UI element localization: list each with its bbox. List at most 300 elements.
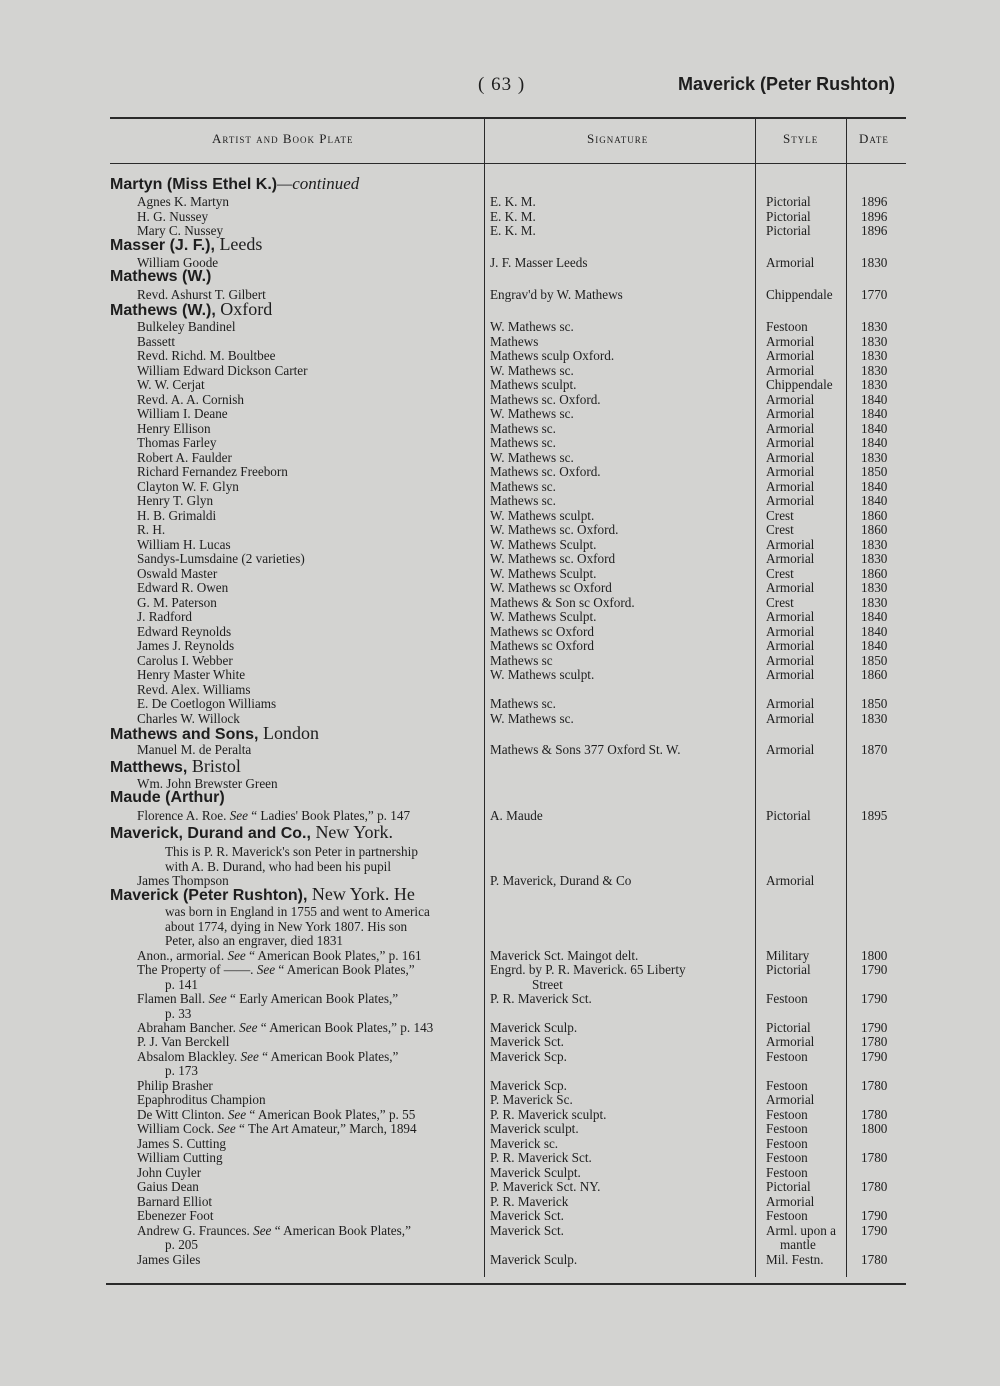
plate-owner: Revd. Alex. Williams: [137, 682, 251, 697]
signature-cell: Mathews & Son sc Oxford.: [490, 595, 635, 610]
table-row: [0, 1137, 1000, 1151]
table-row: [0, 581, 1000, 595]
column-header-date: Date: [859, 131, 889, 146]
table-row: [0, 465, 1000, 479]
date-cell: 1790: [861, 1223, 888, 1238]
date-cell: 1780: [861, 1179, 888, 1194]
style-cell: Festoon: [766, 991, 808, 1006]
plate-owner: Florence A. Roe. See “ Ladies' Book Plates,” p. 147: [137, 808, 411, 823]
table-row: [0, 523, 1000, 537]
signature-cell: E. K. M.: [490, 223, 536, 238]
style-cell: Crest: [766, 566, 794, 581]
table-row: [0, 1151, 1000, 1165]
style-cell: Armorial: [766, 1194, 815, 1209]
table-row: [0, 364, 1000, 378]
signature-cell: Mathews sc Oxford: [490, 624, 595, 639]
table-row: [0, 567, 1000, 581]
artist-location: Bristol: [187, 756, 241, 776]
plate-owner: Edward R. Owen: [137, 580, 229, 595]
date-cell: 1830: [861, 450, 888, 465]
signature-cell: W. Mathews Sculpt.: [490, 609, 597, 624]
table-row: [0, 1166, 1000, 1180]
artist-heading: [110, 300, 272, 320]
style-cell: mantle: [780, 1237, 816, 1252]
plate-owner: Robert A. Faulder: [137, 450, 232, 465]
column-header-signature: Signature: [587, 131, 649, 146]
table-row: [0, 407, 1000, 421]
plate-owner: Carolus I. Webber: [137, 653, 233, 668]
date-cell: 1896: [861, 223, 888, 238]
date-cell: 1896: [861, 209, 888, 224]
table-row: [0, 1007, 1000, 1021]
style-cell: Armorial: [766, 696, 815, 711]
date-cell: 1830: [861, 711, 888, 726]
date-cell: 1840: [861, 392, 888, 407]
date-cell: 1895: [861, 808, 888, 823]
table-row: [0, 1035, 1000, 1049]
date-cell: 1780: [861, 1252, 888, 1267]
plate-owner: John Cuyler: [137, 1165, 202, 1180]
style-cell: Pictorial: [766, 209, 811, 224]
plate-owner: H. G. Nussey: [137, 209, 209, 224]
signature-cell: W. Mathews sc.: [490, 319, 574, 334]
date-cell: 1790: [861, 962, 888, 977]
artist-name: Mathews and Sons,: [110, 726, 259, 743]
style-cell: Armorial: [766, 742, 815, 757]
artist-name: Martyn (Miss Ethel K.): [110, 176, 278, 193]
plate-owner: William Edward Dickson Carter: [137, 363, 308, 378]
table-row: [0, 920, 1000, 934]
table-row: [0, 992, 1000, 1006]
date-cell: 1830: [861, 580, 888, 595]
table-row: [0, 809, 1000, 823]
table-row: [0, 905, 1000, 919]
date-cell: 1830: [861, 377, 888, 392]
signature-cell: W. Mathews sc.: [490, 363, 574, 378]
plate-owner: James Giles: [137, 1252, 201, 1267]
style-cell: Armorial: [766, 537, 815, 552]
plate-owner: Absalom Blackley. See “ American Book Plates,”: [137, 1049, 399, 1064]
signature-cell: Maverick sc.: [490, 1136, 559, 1151]
date-cell: 1830: [861, 255, 888, 270]
table-row: [0, 683, 1000, 697]
plate-owner: p. 205: [165, 1237, 198, 1252]
table-row: [0, 1122, 1000, 1136]
signature-cell: Mathews sc. Oxford.: [490, 464, 601, 479]
plate-owner: E. De Coetlogon Williams: [137, 696, 277, 711]
signature-cell: Maverick Sct.: [490, 1034, 564, 1049]
plate-owner: William Cock. See “ The Art Amateur,” March, 1894: [137, 1121, 417, 1136]
plate-owner: Philip Brasher: [137, 1078, 213, 1093]
date-cell: 1840: [861, 493, 888, 508]
plate-owner: This is P. R. Maverick's son Peter in partnership: [165, 844, 418, 859]
see-reference: See: [227, 948, 246, 963]
date-cell: 1860: [861, 522, 888, 537]
table-row: [0, 1253, 1000, 1267]
signature-cell: Maverick Scp.: [490, 1078, 567, 1093]
signature-cell: P. R. Maverick Sct.: [490, 1150, 592, 1165]
signature-cell: Mathews sc.: [490, 696, 556, 711]
style-cell: Armorial: [766, 580, 815, 595]
artist-name: Maverick, Durand and Co.,: [110, 825, 311, 842]
style-cell: Festoon: [766, 1150, 808, 1165]
plate-owner: Anon., armorial. See “ American Book Plates,” p. 161: [137, 948, 422, 963]
artist-heading: [110, 885, 415, 905]
artist-location: New York. He: [307, 884, 415, 904]
artist-heading: [110, 175, 359, 194]
style-cell: Armorial: [766, 255, 815, 270]
style-cell: Armorial: [766, 711, 815, 726]
artist-heading: [110, 268, 211, 286]
table-row: [0, 509, 1000, 523]
table-row: [0, 1079, 1000, 1093]
style-cell: Pictorial: [766, 223, 811, 238]
plate-owner: R. H.: [137, 522, 166, 537]
signature-cell: Mathews sculp Oxford.: [490, 348, 615, 363]
plate-owner: Thomas Farley: [137, 435, 217, 450]
see-reference: See: [256, 962, 276, 977]
signature-cell: P. Maverick Sc.: [490, 1092, 573, 1107]
signature-cell: E. K. M.: [490, 209, 536, 224]
style-cell: Pictorial: [766, 962, 811, 977]
running-title: Maverick (Peter Rushton): [678, 74, 896, 94]
table-row: [0, 668, 1000, 682]
style-cell: Armorial: [766, 363, 815, 378]
style-cell: Armorial: [766, 334, 815, 349]
plate-owner: James J. Reynolds: [137, 638, 235, 653]
date-cell: 1860: [861, 566, 888, 581]
table-row: [0, 494, 1000, 508]
see-reference: See: [217, 1121, 236, 1136]
style-cell: Military: [766, 948, 810, 963]
style-cell: Armorial: [766, 493, 815, 508]
signature-cell: W. Mathews Sculpt.: [490, 566, 597, 581]
style-cell: Festoon: [766, 1078, 808, 1093]
artist-heading: [110, 235, 262, 255]
table-row: [0, 1064, 1000, 1078]
page-number: ( 63 ): [478, 74, 526, 95]
style-cell: Chippendale: [766, 287, 833, 302]
signature-cell: W. Mathews sc.: [490, 406, 574, 421]
style-cell: Mil. Festn.: [766, 1252, 824, 1267]
plate-owner: G. M. Paterson: [137, 595, 217, 610]
table-row: [0, 625, 1000, 639]
plate-owner: William Goode: [137, 255, 219, 270]
style-cell: Armorial: [766, 1034, 815, 1049]
artist-location: New York.: [310, 822, 393, 842]
date-cell: 1790: [861, 1208, 888, 1223]
artist-location: Oxford: [215, 299, 273, 319]
artist-name: Masser (J. F.),: [110, 237, 215, 254]
plate-owner: H. B. Grimaldi: [137, 508, 217, 523]
date-cell: 1840: [861, 435, 888, 450]
plate-owner: Revd. Ashurst T. Gilbert: [137, 287, 266, 302]
table-row: [0, 654, 1000, 668]
artist-heading: [110, 823, 393, 843]
date-cell: 1860: [861, 508, 888, 523]
plate-owner: William H. Lucas: [137, 537, 231, 552]
table-row: [0, 436, 1000, 450]
style-cell: Armorial: [766, 638, 815, 653]
bottom-rule: [106, 1283, 906, 1285]
style-cell: Chippendale: [766, 377, 833, 392]
plate-owner: Barnard Elliot: [137, 1194, 213, 1209]
signature-cell: P. Maverick, Durand & Co: [490, 873, 632, 888]
plate-owner: The Property of ——. See “ American Book Plates,”: [137, 962, 415, 977]
table-row: [0, 949, 1000, 963]
plate-owner: James S. Cutting: [137, 1136, 227, 1151]
signature-cell: Mathews sc. Oxford.: [490, 392, 601, 407]
signature-cell: Mathews sc.: [490, 479, 556, 494]
plate-owner: Flamen Ball. See “ Early American Book Plates,”: [137, 991, 399, 1006]
artist-heading: [110, 724, 319, 744]
date-cell: 1780: [861, 1150, 888, 1165]
table-row: [0, 538, 1000, 552]
plate-owner: William Cutting: [137, 1150, 223, 1165]
table-row: [0, 743, 1000, 757]
signature-cell: Mathews sc.: [490, 493, 556, 508]
plate-owner: Gaius Dean: [137, 1179, 199, 1194]
artist-location: Leeds: [214, 234, 263, 254]
style-cell: Festoon: [766, 1208, 808, 1223]
date-cell: 1850: [861, 653, 888, 668]
plate-owner: James Thompson: [137, 873, 229, 888]
plate-owner: was born in England in 1755 and went to America: [165, 904, 430, 919]
signature-cell: Mathews sculpt.: [490, 377, 577, 392]
style-cell: Armorial: [766, 609, 815, 624]
plate-owner: Peter, also an engraver, died 1831: [165, 933, 344, 948]
table-row: [0, 1108, 1000, 1122]
signature-cell: Mathews sc.: [490, 421, 556, 436]
plate-owner: p. 141: [165, 977, 198, 992]
signature-cell: E. K. M.: [490, 194, 536, 209]
date-cell: 1830: [861, 348, 888, 363]
signature-cell: Maverick Scp.: [490, 1049, 567, 1064]
table-row: [0, 1238, 1000, 1252]
header-bottom-rule: [110, 163, 906, 164]
date-cell: 1896: [861, 194, 888, 209]
style-cell: Armorial: [766, 653, 815, 668]
date-cell: 1830: [861, 595, 888, 610]
signature-cell: Mathews sc: [490, 653, 553, 668]
see-reference: See: [229, 808, 248, 823]
see-reference: See: [239, 1020, 258, 1035]
signature-cell: Engrd. by P. R. Maverick. 65 Liberty: [490, 962, 686, 977]
plate-owner: Wm. John Brewster Green: [137, 776, 278, 791]
signature-cell: Maverick Sct. Maingot delt.: [490, 948, 639, 963]
table-row: [0, 596, 1000, 610]
date-cell: 1830: [861, 537, 888, 552]
signature-cell: Maverick Sculpt.: [490, 1165, 581, 1180]
date-cell: 1770: [861, 287, 888, 302]
plate-owner: William I. Deane: [137, 406, 228, 421]
plate-owner: Charles W. Willock: [137, 711, 240, 726]
signature-cell: Maverick Sct.: [490, 1223, 564, 1238]
signature-cell: P. Maverick Sct. NY.: [490, 1179, 601, 1194]
artist-name: Maude (Arthur): [110, 789, 225, 806]
style-cell: Armorial: [766, 421, 815, 436]
see-reference: See: [208, 991, 227, 1006]
signature-cell: P. R. Maverick Sct.: [490, 991, 592, 1006]
style-cell: Armorial: [766, 667, 815, 682]
plate-owner: Mary C. Nussey: [137, 223, 224, 238]
table-row: [0, 934, 1000, 948]
plate-owner: Henry T. Glyn: [137, 493, 214, 508]
artist-name: Mathews (W.): [110, 268, 212, 285]
plate-owner: Richard Fernandez Freeborn: [137, 464, 288, 479]
table-row: [0, 393, 1000, 407]
plate-owner: Revd. Richd. M. Boultbee: [137, 348, 276, 363]
date-cell: 1780: [861, 1107, 888, 1122]
style-cell: Armorial: [766, 406, 815, 421]
date-cell: 1850: [861, 464, 888, 479]
style-cell: Armorial: [766, 464, 815, 479]
column-header-style: Style: [783, 131, 819, 146]
signature-cell: Mathews sc Oxford: [490, 638, 595, 653]
plate-owner: Andrew G. Fraunces. See “ American Book Plates,”: [137, 1223, 411, 1238]
date-cell: 1790: [861, 991, 888, 1006]
artist-heading: [110, 757, 241, 777]
plate-owner: with A. B. Durand, who had been his pupil: [165, 859, 391, 874]
table-row: [0, 552, 1000, 566]
style-cell: Armorial: [766, 1092, 815, 1107]
plate-owner: Agnes K. Martyn: [137, 194, 229, 209]
style-cell: Armorial: [766, 551, 815, 566]
table-row: [0, 195, 1000, 209]
plate-owner: Manuel M. de Peralta: [137, 742, 252, 757]
plate-owner: p. 33: [165, 1006, 192, 1021]
table-row: [0, 978, 1000, 992]
date-cell: 1840: [861, 638, 888, 653]
artist-name: Mathews (W.),: [110, 302, 216, 319]
style-cell: Pictorial: [766, 194, 811, 209]
plate-owner: Bulkeley Bandinel: [137, 319, 236, 334]
style-cell: Festoon: [766, 1165, 808, 1180]
date-cell: 1840: [861, 609, 888, 624]
plate-owner: Edward Reynolds: [137, 624, 232, 639]
plate-owner: Ebenezer Foot: [137, 1208, 214, 1223]
style-cell: Festoon: [766, 1136, 808, 1151]
date-cell: 1830: [861, 334, 888, 349]
style-cell: Pictorial: [766, 1020, 811, 1035]
signature-cell: W. Mathews Sculpt.: [490, 537, 597, 552]
plate-owner: Sandys-Lumsdaine (2 varieties): [137, 551, 305, 566]
signature-cell: Maverick sculpt.: [490, 1121, 579, 1136]
signature-cell: P. R. Maverick sculpt.: [490, 1107, 607, 1122]
plate-owner: Bassett: [137, 334, 176, 349]
table-row: [0, 1209, 1000, 1223]
table-row: [0, 697, 1000, 711]
signature-cell: W. Mathews sc.: [490, 711, 574, 726]
table-row: [0, 610, 1000, 624]
plate-owner: W. W. Cerjat: [137, 377, 205, 392]
column-header-artist: Artist and Book Plate: [212, 131, 354, 146]
style-cell: Crest: [766, 595, 794, 610]
table-row: [0, 378, 1000, 392]
table-row: [0, 1180, 1000, 1194]
style-cell: Armorial: [766, 450, 815, 465]
style-cell: Pictorial: [766, 1179, 811, 1194]
table-row: [0, 349, 1000, 363]
plate-owner: Henry Master White: [137, 667, 246, 682]
date-cell: 1790: [861, 1049, 888, 1064]
plate-owner: De Witt Clinton. See “ American Book Plates,” p. 55: [137, 1107, 416, 1122]
table-row: [0, 1050, 1000, 1064]
plate-owner: Epaphroditus Champion: [137, 1092, 266, 1107]
signature-cell: W. Mathews sculpt.: [490, 508, 595, 523]
plate-owner: Oswald Master: [137, 566, 218, 581]
signature-cell: W. Mathews sc. Oxford.: [490, 522, 619, 537]
signature-cell: W. Mathews sculpt.: [490, 667, 595, 682]
table-row: [0, 1021, 1000, 1035]
see-reference: See: [240, 1049, 259, 1064]
table-row: [0, 422, 1000, 436]
date-cell: 1840: [861, 421, 888, 436]
signature-cell: Mathews & Sons 377 Oxford St. W.: [490, 742, 681, 757]
style-cell: Arml. upon a: [766, 1223, 836, 1238]
date-cell: 1830: [861, 551, 888, 566]
style-cell: Armorial: [766, 435, 815, 450]
plate-owner: P. J. Van Berckell: [137, 1034, 230, 1049]
signature-cell: Maverick Sct.: [490, 1208, 564, 1223]
table-row: [0, 1224, 1000, 1238]
see-reference: See: [253, 1223, 272, 1238]
table-row: [0, 639, 1000, 653]
plate-owner: J. Radford: [137, 609, 192, 624]
signature-cell: Maverick Sculp.: [490, 1252, 578, 1267]
style-cell: Armorial: [766, 348, 815, 363]
plate-owner: about 1774, dying in New York 1807. His son: [165, 919, 408, 934]
artist-location: —continued: [277, 174, 360, 193]
date-cell: 1840: [861, 406, 888, 421]
date-cell: 1830: [861, 319, 888, 334]
table-row: [0, 451, 1000, 465]
style-cell: Armorial: [766, 479, 815, 494]
signature-cell: Engrav'd by W. Mathews: [490, 287, 623, 302]
artist-name: Maverick (Peter Rushton),: [110, 887, 308, 904]
artist-heading: [110, 789, 225, 807]
signature-cell: Mathews sc.: [490, 435, 556, 450]
artist-name: Matthews,: [110, 759, 188, 776]
style-cell: Festoon: [766, 1121, 808, 1136]
table-row: [0, 845, 1000, 859]
date-cell: 1780: [861, 1034, 888, 1049]
date-cell: 1840: [861, 479, 888, 494]
plate-owner: Revd. A. A. Cornish: [137, 392, 244, 407]
signature-cell: P. R. Maverick: [490, 1194, 569, 1209]
date-cell: 1850: [861, 696, 888, 711]
date-cell: 1840: [861, 624, 888, 639]
table-row: [0, 963, 1000, 977]
style-cell: Crest: [766, 508, 794, 523]
style-cell: Festoon: [766, 1049, 808, 1064]
style-cell: Crest: [766, 522, 794, 537]
date-cell: 1790: [861, 1020, 888, 1035]
style-cell: Armorial: [766, 392, 815, 407]
table-row: [0, 860, 1000, 874]
signature-cell: Mathews: [490, 334, 539, 349]
style-cell: Pictorial: [766, 808, 811, 823]
date-cell: 1870: [861, 742, 888, 757]
plate-owner: p. 173: [165, 1063, 198, 1078]
signature-cell: W. Mathews sc Oxford: [490, 580, 612, 595]
signature-cell: W. Mathews sc. Oxford: [490, 551, 616, 566]
style-cell: Armorial: [766, 873, 815, 888]
signature-cell: A. Maude: [490, 808, 543, 823]
top-rule: [110, 117, 906, 119]
table-row: [0, 210, 1000, 224]
table-row: [0, 480, 1000, 494]
